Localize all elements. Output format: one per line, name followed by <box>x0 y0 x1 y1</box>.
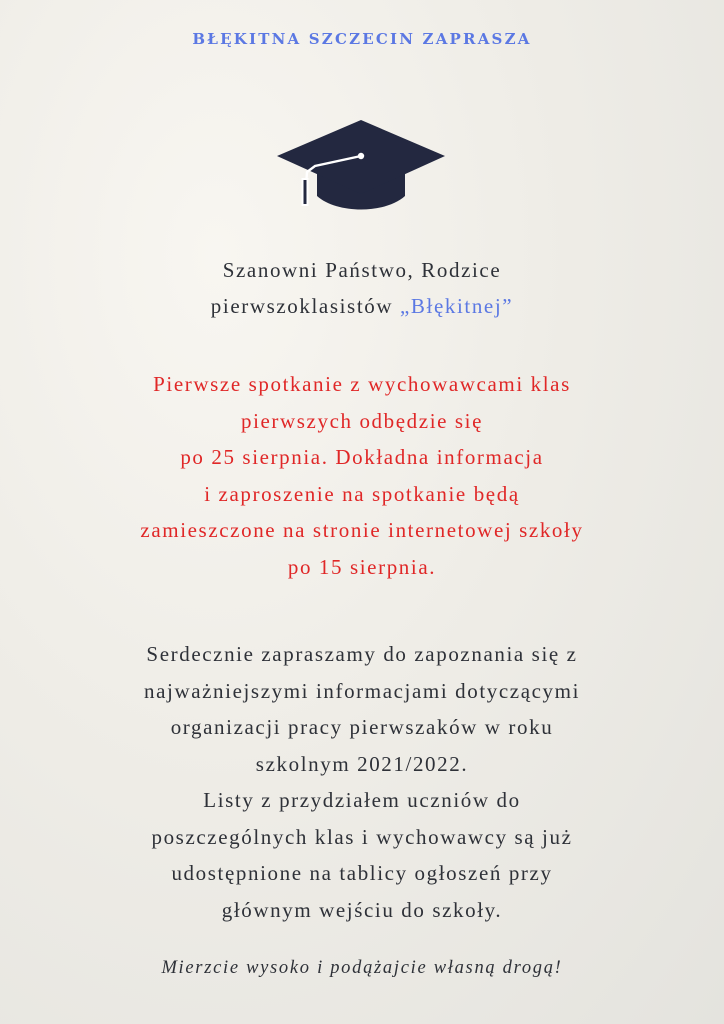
graduation-cap-icon <box>275 118 447 210</box>
greeting-prefix: pierwszoklasistów <box>210 294 400 318</box>
info-line: głównym wejściu do szkoły. <box>221 897 503 922</box>
poster-header: BŁĘKITNA SZCZECIN ZAPRASZA <box>192 30 532 48</box>
info-line: organizacji pracy pierwszaków w roku <box>170 715 554 739</box>
school-name: „Błękitnej” <box>399 294 514 318</box>
info-line: szkolnym 2021/2022. <box>255 751 469 776</box>
info-line: Serdecznie zapraszamy do zapoznania się z <box>146 642 578 666</box>
notice-line: po 15 sierpnia. <box>287 554 437 579</box>
notice-line: Pierwsze spotkanie z wychowawcami klas <box>153 372 571 396</box>
notice-line: pierwszych odbędzie się <box>240 408 484 433</box>
info-line: Listy z przydziałem uczniów do <box>203 788 521 812</box>
info-line: najważniejszymi informacjami dotyczącymi <box>143 678 581 703</box>
greeting <box>0 252 724 324</box>
info-line: poszczególnych klas i wychowawcy są już <box>151 824 573 849</box>
motto: Mierzcie wysoko i podążajcie własną drogą! <box>161 958 563 978</box>
notice-line: po 25 sierpnia. Dokładna informacja <box>180 445 544 469</box>
greeting-line <box>0 288 724 324</box>
meeting-notice <box>0 366 724 585</box>
info-paragraph <box>0 636 724 928</box>
info-line: udostępnione na tablicy ogłoszeń przy <box>171 861 553 885</box>
greeting-line: Szanowni Państwo, Rodzice <box>222 258 502 282</box>
notice-line: i zaproszenie na spotkanie będą <box>204 481 520 506</box>
notice-line: zamieszczone na stronie internetowej szkoły <box>140 518 584 542</box>
